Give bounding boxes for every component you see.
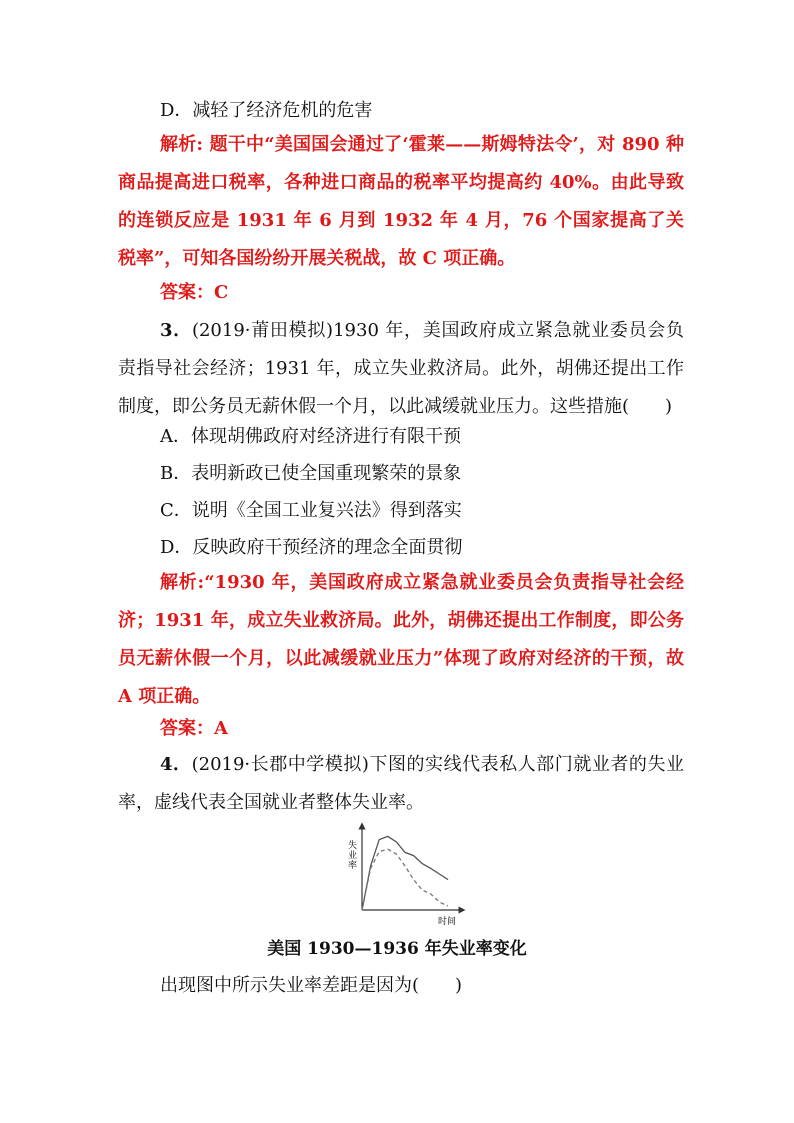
q4-stem	[118, 746, 684, 822]
chart-caption: 美国 1930—1936 年失业率变化	[267, 939, 527, 959]
x-axis-label: 时间	[438, 917, 457, 927]
q3-stem	[118, 312, 684, 426]
q3-option-d: D．反映政府干预经济的理念全面贯彻	[160, 537, 463, 558]
q3-analysis-text: “1930 年，美国政府成立紧急就业委员会负责指导社会经济；1931 年，成立失业救济局。此外，胡佛还提出工作制度，即公务员无薪休假一个月，以此减缓就业压力”体现了政府对经济的干预，故 A 项正确。	[118, 572, 684, 707]
q3-option-b: B．表明新政已使全国重现繁荣的景象	[160, 463, 462, 484]
q2-analysis-label: 解析:	[160, 134, 204, 155]
q2-analysis	[118, 126, 684, 278]
q3-answer: 答案：A	[160, 718, 228, 739]
y-axis-label: 失 业 率	[348, 841, 358, 871]
q2-analysis-text: 题干中“美国国会通过了‘霍莱——斯姆特法令’，对 890 种商品提高进口税率，各种进口商品的税率平均提高约 40%。由此导致的连锁反应是 1931 年 6 月到 1932 年 4 月，76 个国家提高了关税率”，可知各国纷纷开展关税战，故 C 项正确。	[118, 134, 684, 269]
q3-number: 3．	[160, 320, 192, 341]
q3-option-a: A．体现胡佛政府对经济进行有限干预	[160, 426, 461, 447]
q3-option-c: C．说明《全国工业复兴法》得到落实	[160, 500, 462, 521]
q3-analysis-label: 解析:	[160, 572, 205, 593]
q4-number: 4．	[160, 754, 192, 775]
q3-stem-text: (2019·莆田模拟)1930 年，美国政府成立紧急就业委员会负责指导社会经济；1931 年，成立失业救济局。此外，胡佛还提出工作制度，即公务员无薪休假一个月，以此减缓就业压力。这些措施( )	[118, 320, 684, 417]
q4-stem-text: (2019·长郡中学模拟)下图的实线代表私人部门就业者的失业率，虚线代表全国就业者整体失业率。	[118, 754, 684, 813]
series-private-sector-line	[362, 836, 448, 910]
series-national-line	[362, 849, 448, 910]
q4-question: 出现图中所示失业率差距是因为( )	[160, 975, 463, 996]
q3-analysis	[118, 564, 684, 716]
unemployment-chart	[340, 820, 470, 930]
q2-answer: 答案：C	[160, 282, 229, 303]
q2-option-d: D．减轻了经济危机的危害	[160, 100, 373, 121]
